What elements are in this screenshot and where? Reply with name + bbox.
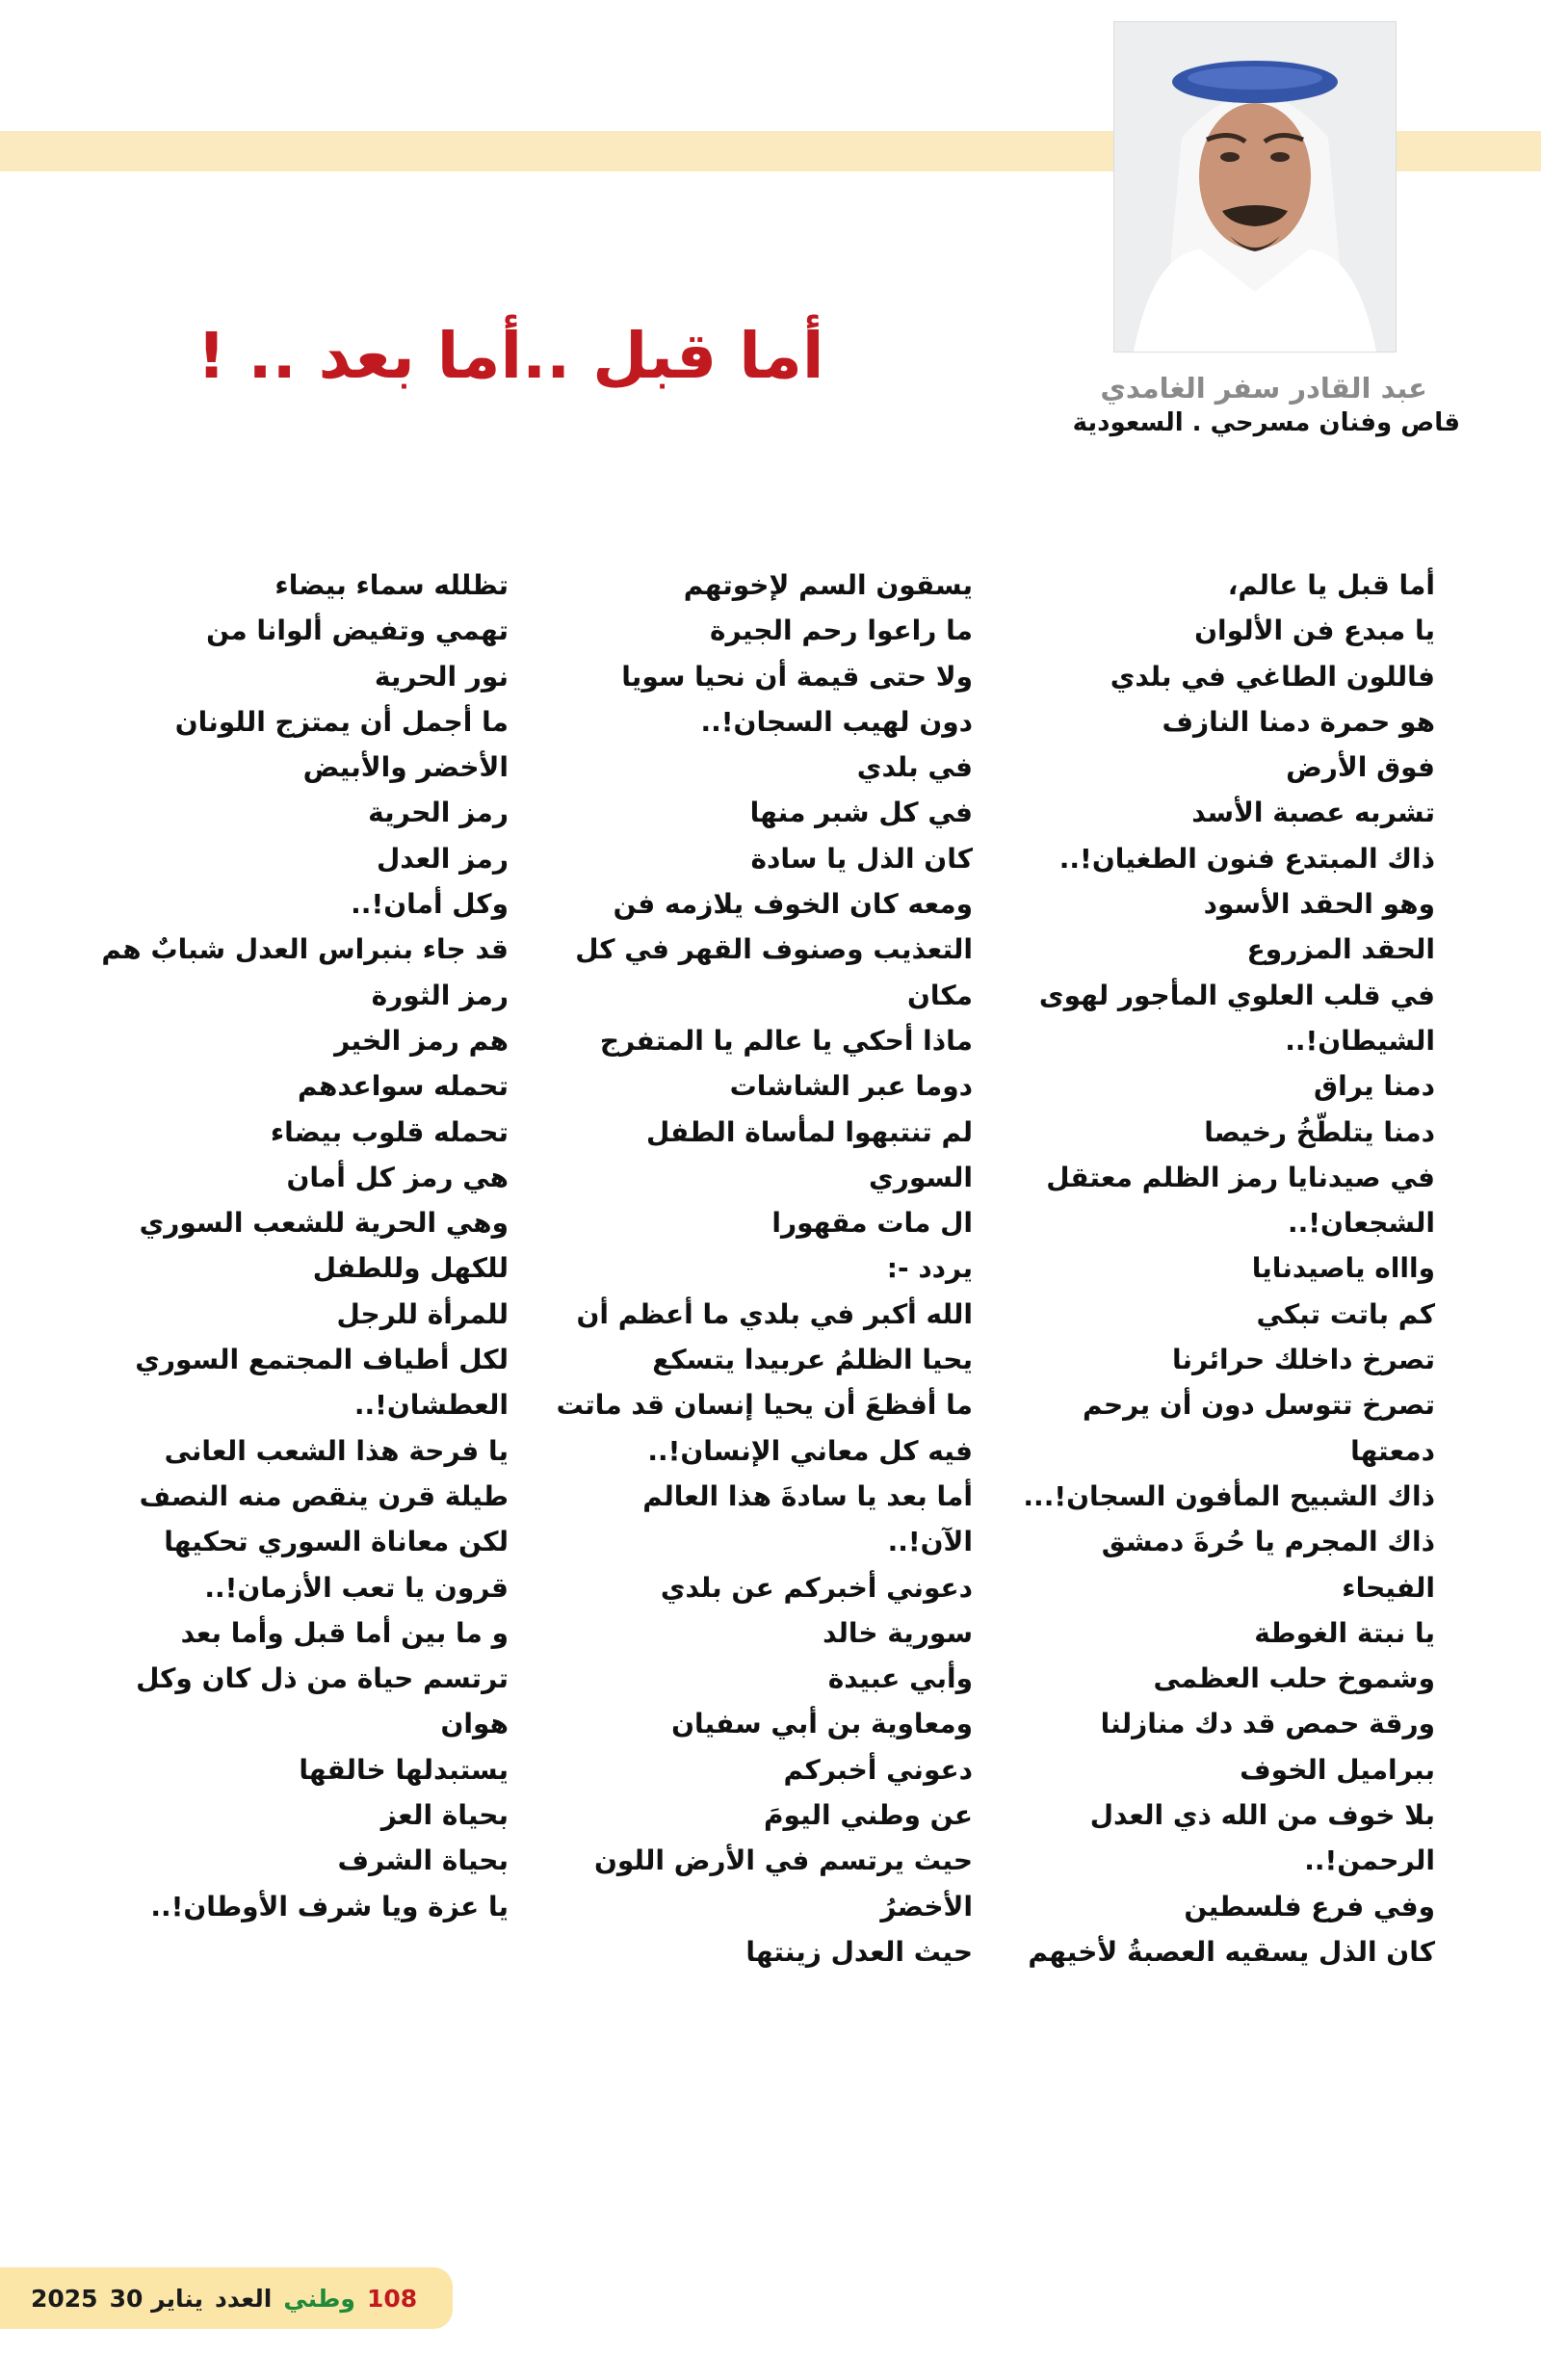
poem-line: ماذا أحكي يا عالم يا المتفرج <box>599 1024 973 1057</box>
poem-line: بحياة العز <box>380 1799 509 1832</box>
poem-column-right <box>1021 562 1435 1975</box>
poem-line: ذاك الشبيح المأفون السجان!... <box>1023 1479 1435 1512</box>
poem-line: يا عزة ويا شرف الأوطان!.. <box>150 1890 509 1922</box>
poem-line: سورية خالد <box>823 1616 973 1649</box>
poem-line: الأخضر والأبيض <box>302 751 509 784</box>
poem-line: ذاك المبتدع فنون الطغيان!.. <box>1058 842 1435 875</box>
poem-line: بحياة الشرف <box>337 1844 509 1877</box>
poem-line: الرحمن!.. <box>1304 1844 1435 1877</box>
poem-column-left <box>56 562 509 1929</box>
footer-year: 2025 <box>31 2284 98 2313</box>
poem-line: أما بعد يا سادةَ هذا العالم <box>642 1479 973 1512</box>
poem-line: وهو الحقد الأسود <box>1203 888 1435 921</box>
poem-line: الحقد المزروع <box>1246 933 1435 966</box>
poem-line: وكل أمان!.. <box>351 888 509 921</box>
poem-line: ما أجمل أن يمتزج اللونان <box>174 705 509 738</box>
footer-page-badge <box>0 2267 453 2329</box>
article-title: أما قبل ..أما بعد .. ! <box>196 319 824 393</box>
poem-line: يحيا الظلمُ عربيدا يتسكع <box>652 1344 973 1376</box>
poem-line: في بلدي <box>856 751 973 784</box>
poem-line: العطشان!.. <box>353 1389 509 1422</box>
poem-line: حيث يرتسم في الأرض اللون <box>593 1844 973 1877</box>
poem-line: تهمي وتفيض ألوانا من <box>206 615 509 647</box>
poem-line: السوري <box>869 1161 973 1193</box>
poem-line: لكل أطياف المجتمع السوري <box>135 1344 509 1376</box>
poem-line: التعذيب وصنوف القهر في كل <box>575 933 973 966</box>
poem-line: لكن معاناة السوري تحكيها <box>164 1526 509 1558</box>
poem-line: وهي الحرية للشعب السوري <box>139 1207 509 1240</box>
poem-line: يا نبتة الغوطة <box>1254 1616 1435 1649</box>
poem-line: الفيحاء <box>1342 1571 1435 1604</box>
poem-line: بلا خوف من الله ذي العدل <box>1089 1799 1435 1832</box>
poem-line: كان الذل يسقيه العصبةُ لأخيهم <box>1028 1935 1435 1968</box>
poem-line: حيث العدل زينتها <box>745 1935 973 1968</box>
poem-line: الشجعان!.. <box>1287 1207 1435 1240</box>
poem-line: كم باتت تبكي <box>1256 1297 1435 1330</box>
poem-line: في كل شبر منها <box>749 797 973 829</box>
poem-column-middle <box>549 562 973 1975</box>
poem-line: وأبي عبيدة <box>827 1662 973 1695</box>
poem-line: دون لهيب السجان!.. <box>700 705 973 738</box>
poem-line: نور الحرية <box>374 660 509 693</box>
poem-line: ما راعوا رحم الجيرة <box>709 615 973 647</box>
poem-line: و ما بين أما قبل وأما بعد <box>180 1616 509 1649</box>
poem-line: أما قبل يا عالم، <box>1227 569 1435 601</box>
poem-line: مكان <box>906 979 973 1011</box>
poem-line: عن وطني اليومَ <box>764 1799 973 1832</box>
poem-line: للمرأة للرجل <box>336 1297 509 1330</box>
poem-line: فوق الأرض <box>1286 751 1435 784</box>
poem-line: رمز الحرية <box>368 797 509 829</box>
poem-line: في صيدنايا رمز الظلم معتقل <box>1046 1161 1435 1193</box>
poem-line: ببراميل الخوف <box>1240 1753 1435 1786</box>
poem-line: هوان <box>440 1708 509 1740</box>
poem-line: دمنا يراق <box>1314 1070 1435 1103</box>
poem-line: واااه ياصيدنايا <box>1251 1252 1435 1285</box>
poem-line: تحمله سواعدهم <box>298 1070 509 1103</box>
poem-line: وشموخ حلب العظمى <box>1153 1662 1435 1695</box>
poem-line: فاللون الطاغي في بلدي <box>1110 660 1435 693</box>
poem-line: ما أفظعَ أن يحيا إنسان قد ماتت <box>556 1389 973 1422</box>
poem-line: ومعه كان الخوف يلازمه فن <box>613 888 973 921</box>
poem-line: يا مبدع فن الألوان <box>1194 615 1435 647</box>
poem-line: الآن!.. <box>887 1526 973 1558</box>
poem-line: ال مات مقهورا <box>771 1207 973 1240</box>
footer-issue-label: العدد <box>215 2284 273 2313</box>
poem-line: رمز الثورة <box>371 979 509 1011</box>
poem-line: دمنا يتلطّخُ رخيصا <box>1204 1115 1435 1148</box>
poem-line: طيلة قرن ينقص منه النصف <box>139 1479 509 1512</box>
poem-line: تصرخ تتوسل دون أن يرحم <box>1083 1389 1435 1422</box>
poem-line: دعوني أخبركم <box>783 1753 973 1786</box>
poem-line: تشربه عصبة الأسد <box>1191 797 1435 829</box>
poem-line: دعوني أخبركم عن بلدي <box>660 1571 973 1604</box>
poem-line: ترتسم حياة من ذل كان وكل <box>136 1662 509 1695</box>
poem-line: تظلله سماء بيضاء <box>274 569 509 601</box>
footer-date: 30 يناير <box>109 2284 204 2313</box>
poem-line: يا فرحة هذا الشعب العانى <box>164 1434 509 1467</box>
poem-line: قرون يا تعب الأزمان!.. <box>204 1571 509 1604</box>
poem-line: في قلب العلوي المأجور لهوى <box>1038 979 1435 1011</box>
poem-line: هم رمز الخير <box>334 1024 509 1057</box>
poem-line: فيه كل معاني الإنسان!.. <box>647 1434 973 1467</box>
poem-line: لم تنتبهوا لمأساة الطفل <box>645 1115 973 1148</box>
poem-line: يسقون السم لإخوتهم <box>683 569 973 601</box>
poem-line: للكهل وللطفل <box>312 1252 509 1285</box>
poem-line: يستبدلها خالقها <box>299 1753 509 1786</box>
author-role: قاص وفنان مسرحي . السعودية <box>1072 408 1460 437</box>
author-photo <box>1113 21 1397 353</box>
poem-line: كان الذل يا سادة <box>750 842 973 875</box>
poem-line: يردد -: <box>886 1252 973 1285</box>
poem-line: رمز العدل <box>376 842 509 875</box>
poem-line: الشيطان!.. <box>1285 1024 1435 1057</box>
poem-line: تحمله قلوب بيضاء <box>270 1115 509 1148</box>
poem-line: ورقة حمص قد دك منازلنا <box>1100 1708 1435 1740</box>
poem-line: ومعاوية بن أبي سفيان <box>671 1708 973 1740</box>
poem-line: قد جاء بنبراس العدل شبابٌ هم <box>101 933 509 966</box>
poem-line: الأخضرُ <box>880 1890 973 1922</box>
author-name: عبد القادر سفر الغامدي <box>1100 372 1427 405</box>
poem-line: دوما عبر الشاشات <box>729 1070 973 1103</box>
poem-line: هو حمرة دمنا النازف <box>1162 705 1435 738</box>
poem-line: دمعتها <box>1350 1434 1435 1467</box>
footer-magazine-name: وطني <box>283 2284 355 2313</box>
poem-line: تصرخ داخلك حرائرنا <box>1172 1344 1435 1376</box>
poem-line: هي رمز كل أمان <box>286 1161 509 1193</box>
poem-line: الله أكبر في بلدي ما أعظم أن <box>576 1297 973 1330</box>
poem-line: ذاك المجرم يا حُرةَ دمشق <box>1101 1526 1435 1558</box>
poem-line: ولا حتى قيمة أن نحيا سويا <box>621 660 973 693</box>
footer-page-number: 108 <box>366 2284 418 2313</box>
poem-line: وفي فرع فلسطين <box>1184 1890 1435 1922</box>
